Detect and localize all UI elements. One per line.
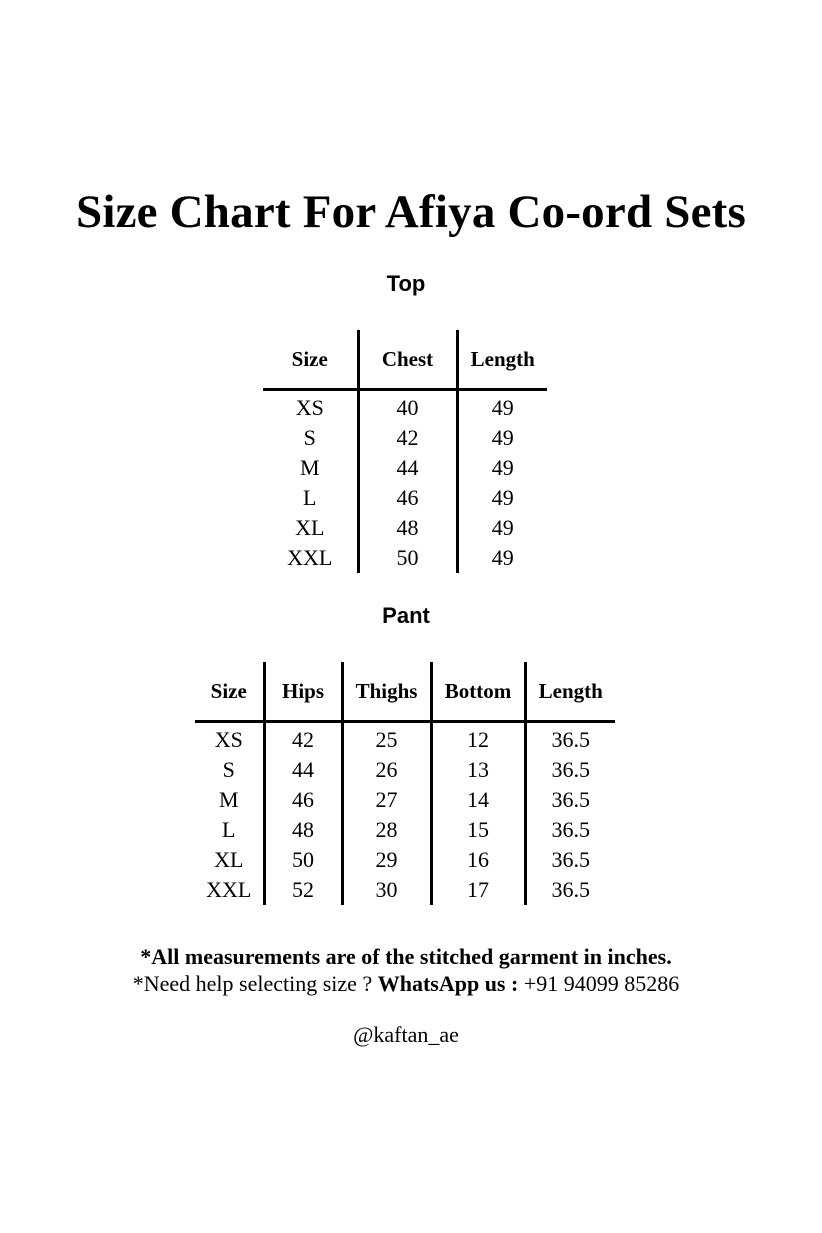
phone-number[interactable]: +91 94099 85286 xyxy=(523,971,680,996)
size-cell: XL xyxy=(263,513,358,543)
length-cell: 49 xyxy=(491,425,514,450)
hips-cell: 50 xyxy=(264,845,342,875)
top-section-title: Top xyxy=(386,271,426,296)
length-cell: 36.5 xyxy=(551,787,590,812)
bottom-cell: 16 xyxy=(431,845,525,875)
pant-header-bottom: Bottom xyxy=(431,662,525,722)
size-cell: L xyxy=(195,815,264,845)
chest-cell: 48 xyxy=(358,513,457,543)
social-handle[interactable]: @kaftan_ae xyxy=(353,1022,459,1047)
length-cell: 49 xyxy=(491,395,514,420)
length-cell: 36.5 xyxy=(551,847,590,872)
thighs-cell: 26 xyxy=(342,755,431,785)
length-cell: 49 xyxy=(491,485,514,510)
pant-header-length: Length xyxy=(525,662,615,722)
thighs-cell: 27 xyxy=(342,785,431,815)
help-note xyxy=(0,970,812,998)
table-row xyxy=(195,755,615,785)
hips-cell: 48 xyxy=(264,815,342,845)
measurement-note: *All measurements are of the stitched garment in inches. xyxy=(140,944,672,969)
bottom-cell: 15 xyxy=(431,815,525,845)
size-cell: XS xyxy=(263,390,358,424)
bottom-cell: 17 xyxy=(431,875,525,905)
length-cell: 36.5 xyxy=(551,727,590,752)
hips-cell: 46 xyxy=(264,785,342,815)
bottom-cell: 13 xyxy=(431,755,525,785)
top-header-size: Size xyxy=(263,330,358,390)
chest-cell: 44 xyxy=(358,453,457,483)
hips-cell: 52 xyxy=(264,875,342,905)
table-row xyxy=(195,785,615,815)
size-cell: M xyxy=(263,453,358,483)
page-title: Size Chart For Afiya Co-ord Sets xyxy=(76,186,746,238)
table-row xyxy=(195,875,615,905)
size-cell: XS xyxy=(195,722,264,756)
chest-cell: 40 xyxy=(358,390,457,424)
size-cell: L xyxy=(263,483,358,513)
table-row xyxy=(263,543,547,573)
bottom-cell: 14 xyxy=(431,785,525,815)
top-size-table xyxy=(263,330,547,573)
table-row xyxy=(263,423,547,453)
top-header-chest: Chest xyxy=(358,330,457,390)
length-cell: 36.5 xyxy=(551,817,590,842)
table-row xyxy=(263,453,547,483)
size-cell: M xyxy=(195,785,264,815)
pant-section-title: Pant xyxy=(382,603,430,628)
length-cell: 49 xyxy=(491,515,514,540)
table-row xyxy=(195,722,615,756)
hips-cell: 44 xyxy=(264,755,342,785)
length-cell: 49 xyxy=(491,455,514,480)
size-cell: S xyxy=(263,423,358,453)
pant-header-thighs: Thighs xyxy=(342,662,431,722)
bottom-cell: 12 xyxy=(431,722,525,756)
size-cell: XXL xyxy=(195,875,264,905)
pant-size-table xyxy=(195,662,615,905)
pant-header-size: Size xyxy=(195,662,264,722)
whatsapp-label: WhatsApp us : xyxy=(377,971,524,996)
table-row xyxy=(263,513,547,543)
length-cell: 36.5 xyxy=(551,757,590,782)
chest-cell: 42 xyxy=(358,423,457,453)
length-cell: 36.5 xyxy=(551,877,590,902)
table-row xyxy=(195,815,615,845)
table-row xyxy=(195,845,615,875)
length-cell: 49 xyxy=(491,545,514,570)
thighs-cell: 28 xyxy=(342,815,431,845)
size-cell: S xyxy=(195,755,264,785)
chest-cell: 46 xyxy=(358,483,457,513)
thighs-cell: 29 xyxy=(342,845,431,875)
pant-header-row xyxy=(195,662,615,722)
top-header-row xyxy=(263,330,547,390)
top-header-length: Length xyxy=(457,330,547,390)
thighs-cell: 30 xyxy=(342,875,431,905)
table-row xyxy=(263,390,547,424)
pant-header-hips: Hips xyxy=(264,662,342,722)
help-note-prefix: *Need help selecting size ? xyxy=(132,971,378,996)
size-cell: XL xyxy=(195,845,264,875)
size-cell: XXL xyxy=(263,543,358,573)
thighs-cell: 25 xyxy=(342,722,431,756)
table-row xyxy=(263,483,547,513)
hips-cell: 42 xyxy=(264,722,342,756)
chest-cell: 50 xyxy=(358,543,457,573)
